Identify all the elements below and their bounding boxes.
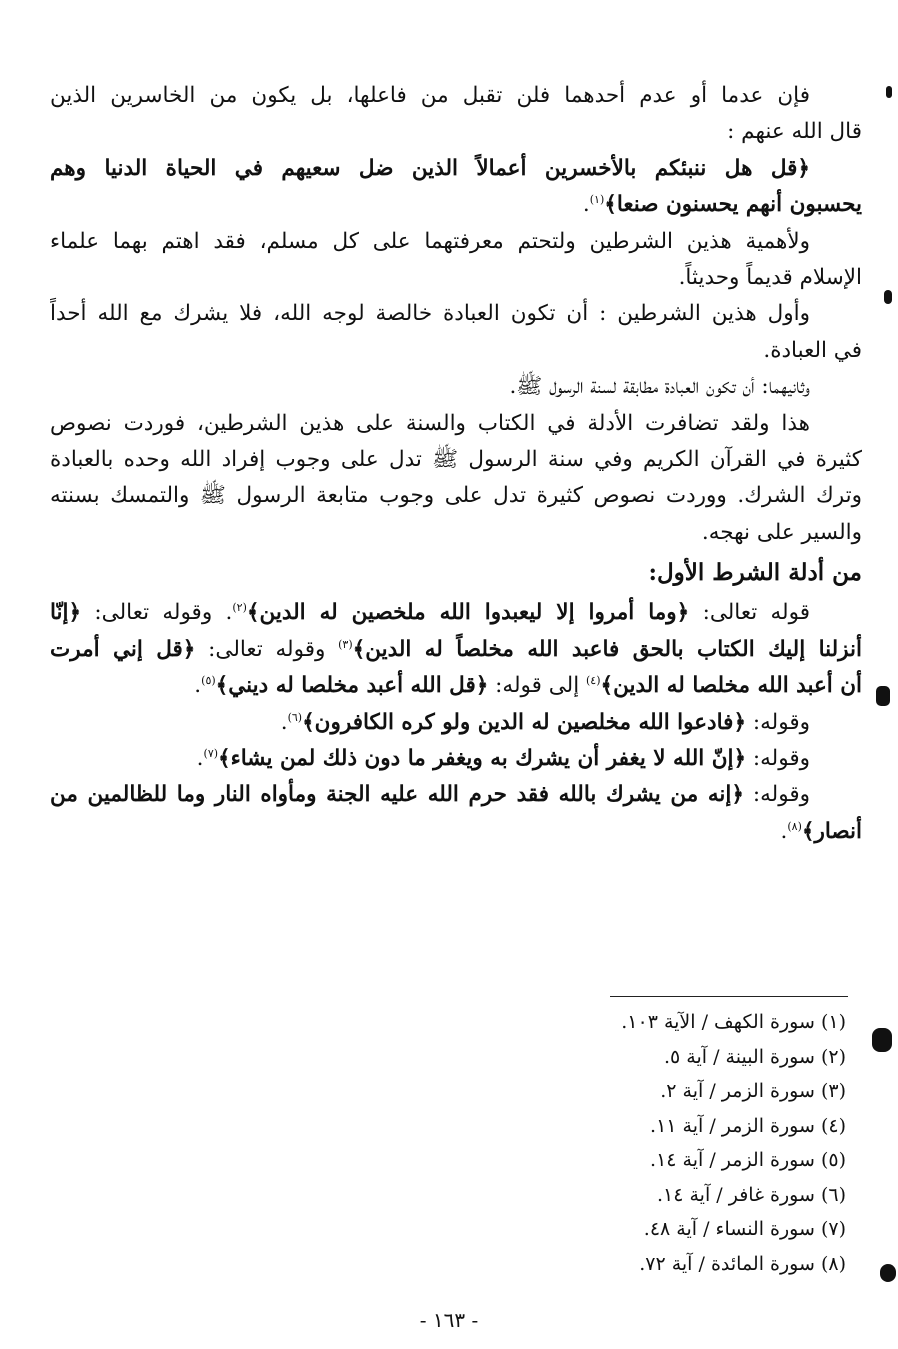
footnote-item: (٨) سورة المائدة / آية ٧٢. [639, 1252, 846, 1275]
text-line [50, 369, 862, 405]
text-run: وقوله: [743, 782, 810, 808]
text-run: . [780, 818, 788, 844]
text-run: . [280, 709, 288, 735]
evidence-line [50, 632, 862, 668]
quran-verse: ﴿إنّ الله لا يغفر أن يشرك به ويغفر ما دون ذلك لمن يشاء﴾ [218, 745, 747, 771]
footnote-item: (٣) سورة الزمر / آية ٢. [660, 1080, 846, 1102]
footnote-item: (٤) سورة الزمر / آية ١١. [650, 1114, 846, 1137]
footnote-item: (١) سورة الكهف / الآية ١٠٣. [621, 1011, 846, 1033]
page-number: - ١٦٣ - [419, 1308, 479, 1332]
footnote-ref: (٢) [232, 601, 247, 615]
text-run: كثيرة في القرآن الكريم وفي سنة الرسول ﷺ تدل على وجوب إفراد الله وحده بالعبادة [50, 447, 862, 473]
footnote-divider [610, 996, 848, 997]
text-run: ولأهمية هذين الشرطين ولتحتم معرفتهما على كل مسلم، فقد اهتم بهما علماء [50, 228, 810, 254]
footnote-ref: (٦) [287, 710, 303, 724]
evidence-line [50, 705, 862, 741]
text-run: وقوله: [746, 709, 810, 735]
evidence-line [50, 814, 862, 850]
text-run: قوله تعالى: [689, 600, 810, 626]
quran-verse: ﴿قل الله أعبد مخلصا له ديني﴾ [215, 673, 489, 699]
text-line [50, 296, 862, 332]
scan-speck [884, 290, 892, 304]
scan-speck [886, 86, 892, 98]
evidence-line [50, 777, 862, 813]
text-run: . وقوله تعالى: [81, 600, 233, 626]
text-run: وترك الشرك. ووردت نصوص كثيرة تدل على وجوب متابعة الرسول ﷺ والتمسك بسنته [50, 483, 862, 509]
text-run: . [582, 192, 590, 218]
quran-verse: ﴿وما أمروا إلا ليعبدوا الله ملخصين له الدين﴾ [246, 600, 690, 626]
text-line [50, 224, 862, 260]
footnote-item: (٥) سورة الزمر / آية ١٤. [650, 1149, 846, 1171]
text-run: وقوله تعالى: [195, 636, 339, 662]
text-line [50, 114, 862, 150]
text-run: هذا ولقد تضافرت الأدلة في الكتاب والسنة على هذين الشرطين، فوردت نصوص [50, 410, 810, 436]
quran-verse-line [50, 151, 862, 187]
footnote-ref: (٤) [586, 673, 601, 687]
text-run: . [196, 745, 204, 771]
footnote-item: (٢) سورة البينة / آية ٥. [664, 1045, 846, 1068]
quran-verse: ﴿فادعوا الله مخلصين له الدين ولو كره الكافرون﴾ [302, 709, 747, 735]
text-run: قال الله عنهم : [727, 119, 862, 145]
footnote-ref: (١) [589, 193, 605, 207]
text-run: إلى قوله: [488, 673, 586, 699]
quran-verse: ﴿إنّا [50, 600, 82, 626]
text-line [50, 260, 862, 296]
footnote-item: (٧) سورة النساء / آية ٤٨. [643, 1218, 846, 1240]
text-run: الإسلام قديماً وحديثاً. [678, 265, 862, 291]
text-run: في العبادة. [763, 337, 862, 363]
text-run: . [194, 673, 202, 699]
evidence-line [50, 668, 862, 704]
footnote-ref: (٨) [787, 819, 802, 833]
evidence-line [50, 741, 862, 777]
text-line [50, 78, 862, 114]
footnote-ref: (٥) [201, 673, 216, 687]
text-run: وقوله: [746, 745, 810, 771]
footnote-ref: (٧) [203, 746, 219, 760]
text-line [50, 333, 862, 369]
scan-speck [872, 1028, 892, 1052]
quran-verse: يحسبون أنهم يحسنون صنعا﴾ [604, 192, 862, 218]
scan-speck [876, 686, 890, 706]
page-body [50, 78, 862, 850]
text-run: وأول هذين الشرطين : أن تكون العبادة خالصة لوجه الله، فلا يشرك مع الله أحداً [50, 301, 810, 327]
quran-verse: ﴿قل إني أمرت [50, 636, 196, 662]
quran-verse: أن أعبد الله مخلصا له الدين﴾ [600, 673, 862, 699]
quran-verse: أنزلنا إليك الكتاب بالحق فاعبد الله مخلصاً له الدين﴾ [352, 636, 862, 662]
text-line [50, 515, 862, 551]
text-run: فإن عدما أو عدم أحدهما فلن تقبل من فاعلها، بل يكون من الخاسرين الذين [50, 83, 810, 108]
text-line [50, 406, 862, 442]
quran-verse: أنصار﴾ [801, 818, 862, 844]
footnote-item: (٦) سورة غافر / آية ١٤. [656, 1183, 846, 1206]
evidence-line [50, 595, 862, 631]
section-heading: من أدلة الشرط الأول: [648, 559, 862, 587]
footnotes [526, 1005, 846, 1281]
quran-verse: ﴿إنه من يشرك بالله فقد حرم الله عليه الجنة ومأواه النار وما للظالمين من [50, 782, 744, 808]
text-line [50, 478, 862, 514]
scan-speck [880, 1264, 896, 1282]
footnote-ref: (٣) [338, 637, 353, 651]
text-run: وثانيهما: أن تكون العبادة مطابقة لسنة الرسول ﷺ. [509, 374, 810, 400]
text-run: والسير على نهجه. [701, 519, 862, 545]
text-line [50, 442, 862, 478]
quran-verse-line [50, 187, 862, 223]
quran-verse: ﴿قل هل ننبئكم بالأخسرين أعمالاً الذين ضل سعيهم في الحياة الدنيا وهم [50, 155, 810, 181]
